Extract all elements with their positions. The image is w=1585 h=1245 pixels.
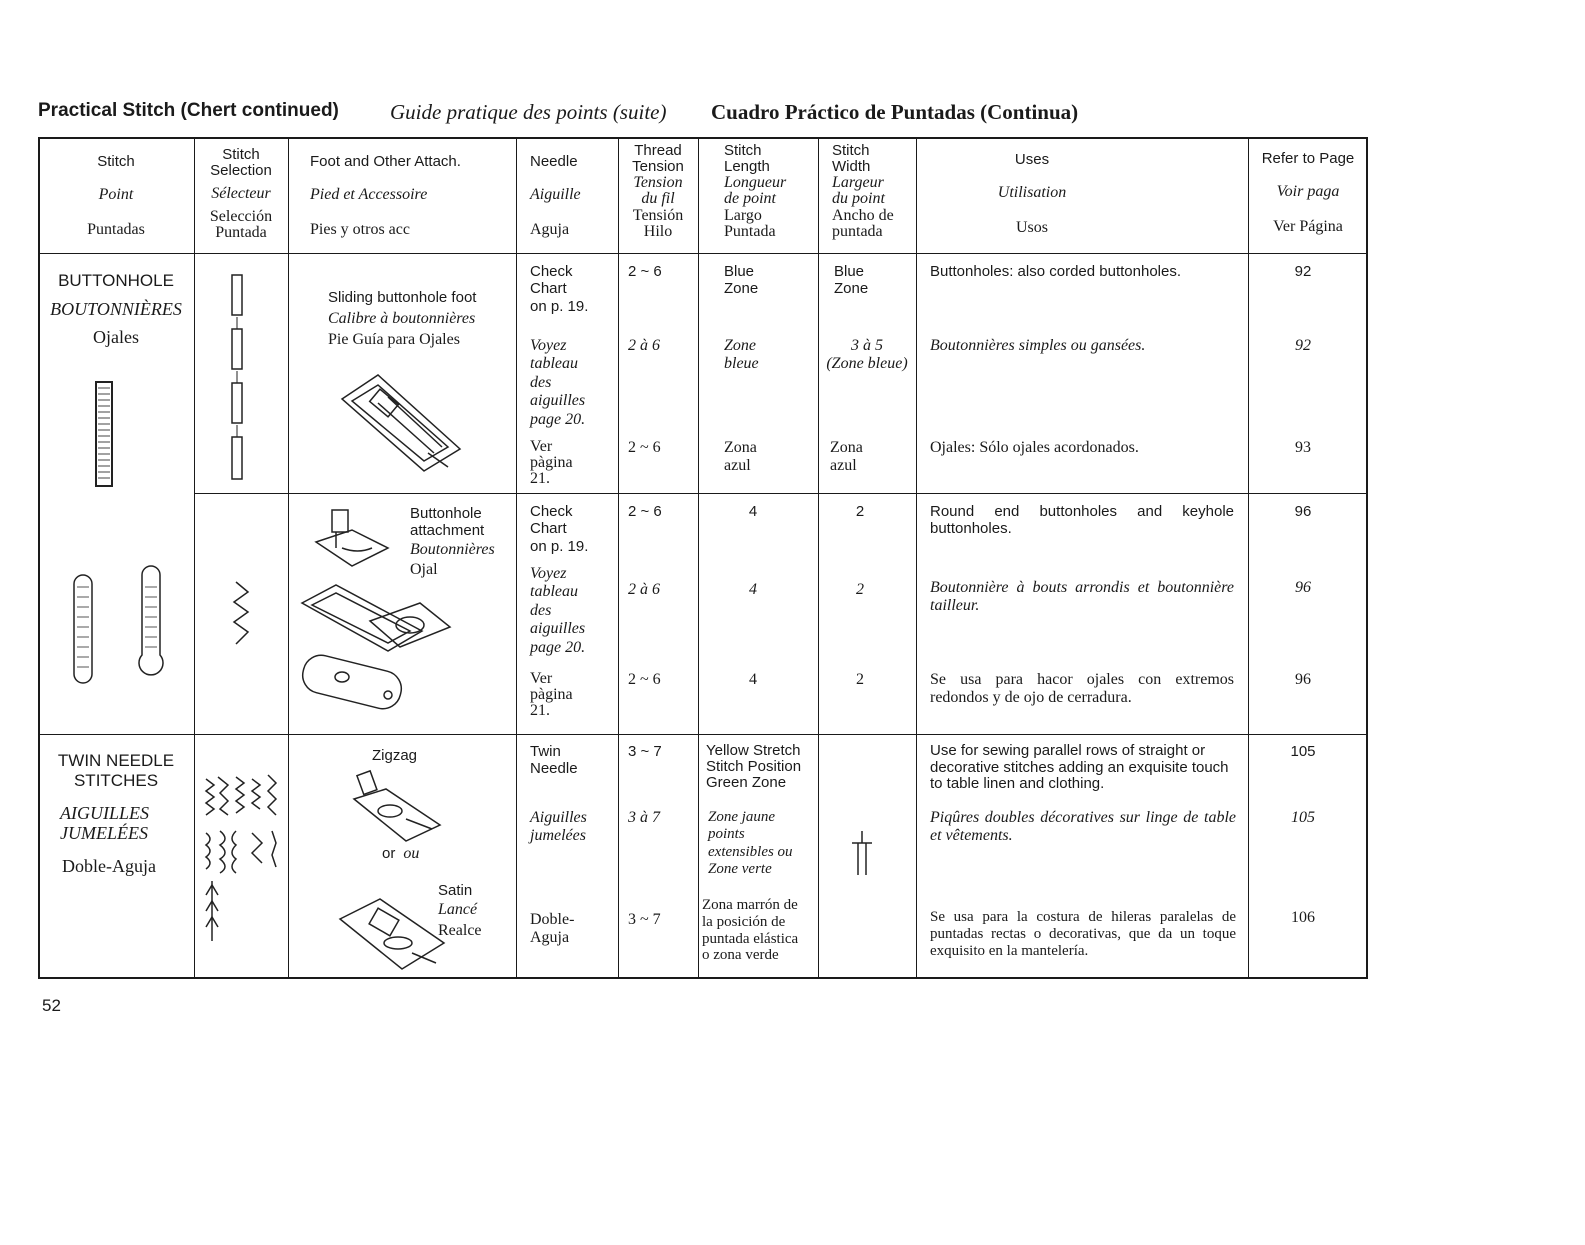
row1-tension-en: 2 ~ 6	[628, 263, 662, 280]
row1-stitch-name	[38, 271, 194, 348]
row2-length-en: 4	[748, 503, 758, 520]
row1-length-en: Blue Zone	[724, 263, 759, 298]
header-uses-es: Usos	[1015, 218, 1048, 236]
row3-uses-fr: Piqûres doubles décoratives sur linge de table et vêtements.	[930, 809, 1236, 845]
header-foot	[310, 153, 516, 239]
row1-stitch-fr: BOUTONNIÈRES	[50, 298, 182, 319]
title-english: Practical Stitch (Chert continued)	[38, 100, 339, 121]
row2-tension-en: 2 ~ 6	[628, 503, 662, 520]
header-page-fr: Voir paga	[1276, 183, 1340, 201]
row3-foot-satin-en: Satin	[438, 882, 473, 899]
row3-tension-es: 3 ~ 7	[628, 911, 661, 928]
col-divider	[618, 137, 619, 979]
row3-length-fr: Zone jaune points extensibles ou Zone verte	[708, 809, 793, 877]
header-needle-fr: Aiguille	[530, 186, 581, 204]
row1-stitch-es: Ojales	[93, 327, 139, 348]
row1-width-en: Blue Zone	[834, 263, 869, 298]
row1-length-es: Zona azul	[724, 439, 757, 474]
row3-needle-en: Twin Needle	[530, 743, 578, 778]
row3-stitch-name	[38, 751, 194, 876]
row1-needle-es: Ver pàgina 21.	[530, 438, 573, 487]
title-spanish: Cuadro Práctico de Puntadas (Continua)	[711, 100, 1079, 124]
row1-stitch-en: BUTTONHOLE	[58, 271, 174, 290]
row1-foot	[328, 289, 476, 349]
header-tension-fr: Tension du fil	[633, 173, 683, 208]
header-selection-es: Selección Puntada	[209, 207, 273, 241]
header-tension	[618, 143, 698, 240]
header-stitch-en: Stitch	[97, 153, 135, 170]
row1-uses-fr: Boutonnières simples ou gansées.	[930, 337, 1146, 354]
row3-uses-es: Se usa para la costura de hileras paralelas de puntadas rectas o decorativas, que da un toque exquisito en la mantelería.	[930, 909, 1236, 959]
row2-foot-fr: Boutonnières	[410, 541, 495, 558]
row1-foot-en: Sliding buttonhole foot	[328, 289, 477, 306]
col-divider	[818, 137, 819, 979]
header-needle	[530, 153, 618, 239]
row2-page-en: 96	[1294, 503, 1312, 520]
header-length-es: Largo Puntada	[724, 207, 776, 241]
row2-tension-es: 2 ~ 6	[628, 671, 661, 688]
header-divider	[38, 253, 1368, 254]
header-tension-en: Thread Tension	[632, 142, 684, 175]
row3-length-en: Yellow Stretch Stitch Position Green Zone	[706, 742, 802, 792]
row2-width-es: 2	[856, 671, 864, 688]
row1-uses-es: Ojales: Sólo ojales acordonados.	[930, 439, 1139, 456]
twin-needle-width-icon	[850, 829, 876, 879]
row1-length-fr: Zone bleue	[724, 337, 759, 372]
header-width-en: Stitch Width	[832, 142, 871, 175]
header-page-en: Refer to Page	[1261, 150, 1355, 167]
header-page	[1248, 150, 1368, 236]
col-divider	[194, 137, 195, 979]
row2-uses-es: Se usa para hacor ojales con extremos redondos y de ojo de cerradura.	[930, 671, 1234, 707]
col-divider	[516, 137, 517, 979]
row2-tension-fr: 2 à 6	[628, 581, 660, 598]
header-uses-en: Uses	[1014, 151, 1050, 168]
row3-uses-en: Use for sewing parallel rows of straight or decorative stitches adding an exquisite touch to table linen and clothing.	[930, 742, 1229, 792]
header-stitch	[38, 153, 194, 239]
row3-foot-satin-fr: Lancé	[438, 901, 478, 919]
row3-page-fr: 105	[1291, 809, 1315, 826]
row2-length-fr: 4	[749, 581, 757, 598]
col-divider	[916, 137, 917, 979]
sliding-buttonhole-foot-icon	[338, 373, 463, 473]
row3-tension-fr: 3 à 7	[628, 809, 660, 826]
stitch-chart-table	[38, 137, 1368, 979]
row-divider	[38, 734, 1368, 735]
row1-page-en: 92	[1294, 263, 1312, 280]
row3-foot-or-en: or	[382, 845, 396, 862]
header-stitch-es: Puntadas	[87, 220, 145, 238]
row1-tension-es: 2 ~ 6	[628, 439, 661, 456]
col-divider	[698, 137, 699, 979]
row1-uses-en: Buttonholes: also corded buttonholes.	[930, 263, 1182, 280]
header-page-es: Ver Página	[1273, 217, 1343, 235]
row2-page-es: 96	[1295, 671, 1311, 688]
header-needle-es: Aguja	[530, 220, 570, 238]
zigzag-stitch-icon	[228, 580, 258, 650]
header-uses-fr: Utilisation	[997, 184, 1067, 202]
row2-page-fr: 96	[1295, 579, 1311, 596]
row3-needle-es: Doble- Aguja	[530, 911, 575, 946]
header-length-en: Stitch Length	[724, 142, 770, 175]
row3-page-en: 105	[1290, 743, 1316, 760]
row3-foot-satin	[438, 882, 482, 940]
row3-tension-en: 3 ~ 7	[628, 743, 662, 760]
row3-foot-or-fr: ou	[403, 845, 420, 862]
header-selection-fr: Sélecteur	[211, 184, 271, 202]
row3-length-es: Zona marrón de la posición de puntada elástica o zona verde	[702, 897, 799, 964]
row1-needle-en: Check Chart on p. 19.	[530, 263, 589, 315]
row2-uses-en: Round end buttonholes and keyhole buttonholes.	[930, 503, 1234, 538]
header-tension-es: Tensión Hilo	[632, 207, 684, 241]
row2-width-fr: 2	[856, 581, 864, 598]
row3-stitch-fr: AIGUILLES JUMELÉES	[60, 803, 149, 843]
page-number: 52	[42, 996, 61, 1015]
buttonhole-stitch-icon	[94, 380, 116, 490]
header-stitch-fr: Point	[98, 186, 134, 204]
row2-needle-es: Ver pàgina 21.	[530, 670, 573, 719]
header-width-es: Ancho de puntada	[832, 207, 894, 241]
twin-needle-stitch-patterns-icon	[202, 773, 292, 943]
row3-foot-zigzag: Zigzag	[372, 747, 418, 764]
row1-foot-fr: Calibre à boutonnières	[328, 310, 476, 328]
header-needle-en: Needle	[530, 153, 578, 170]
satin-foot-icon	[336, 897, 446, 977]
row1-page-fr: 92	[1295, 337, 1311, 354]
row2-foot-es: Ojal	[410, 561, 438, 579]
row3-page-es: 106	[1291, 909, 1315, 926]
header-length-fr: Longueur de point	[724, 173, 787, 208]
buttonhole-attachment-icon	[312, 508, 402, 572]
row2-needle-en: Check Chart on p. 19.	[530, 503, 589, 555]
row2-width-en: 2	[855, 503, 865, 520]
header-foot-es: Pies y otros acc	[310, 220, 410, 238]
header-selection-en: Stitch Selection	[210, 146, 272, 179]
header-foot-fr: Pied et Accessoire	[310, 186, 428, 204]
row3-needle-fr: Aiguilles jumelées	[530, 809, 587, 844]
zigzag-foot-icon	[346, 771, 446, 847]
row1-tension-fr: 2 à 6	[628, 337, 660, 354]
row2-length-es: 4	[749, 671, 757, 688]
header-foot-en: Foot and Other Attach.	[310, 153, 461, 170]
row1-needle-fr: Voyez tableau des aiguilles page 20.	[530, 337, 586, 428]
title-french: Guide pratique des points (suite)	[390, 100, 667, 124]
row2-uses-fr: Boutonnière à bouts arrondis et boutonnière tailleur.	[930, 579, 1234, 615]
page-title	[38, 100, 1238, 130]
row3-foot-satin-es: Realce	[438, 921, 482, 939]
header-length	[724, 143, 818, 240]
row3-stitch-en: TWIN NEEDLE STITCHES	[57, 751, 175, 790]
buttonhole-templates-icon	[300, 583, 460, 723]
row1-page-es: 93	[1295, 439, 1311, 456]
row3-stitch-es: Doble-Aguja	[62, 855, 156, 876]
row2-needle-fr: Voyez tableau des aiguilles page 20.	[530, 565, 586, 656]
row2-foot-en: Buttonhole attachment	[410, 505, 485, 539]
header-uses	[916, 151, 1148, 237]
row3-foot-or	[382, 845, 419, 863]
header-selection	[194, 147, 288, 241]
row-divider	[194, 493, 1368, 494]
buttonhole-steps-icon	[230, 273, 246, 485]
header-width	[832, 143, 916, 240]
row1-foot-es: Pie Guía para Ojales	[328, 330, 460, 348]
round-keyhole-buttonhole-icon	[72, 571, 172, 691]
header-width-fr: Largeur du point	[832, 173, 885, 208]
row1-width-es: Zona azul	[830, 439, 863, 474]
row1-width-fr: 3 à 5 (Zone bleue)	[826, 337, 908, 372]
row2-foot	[410, 506, 495, 580]
